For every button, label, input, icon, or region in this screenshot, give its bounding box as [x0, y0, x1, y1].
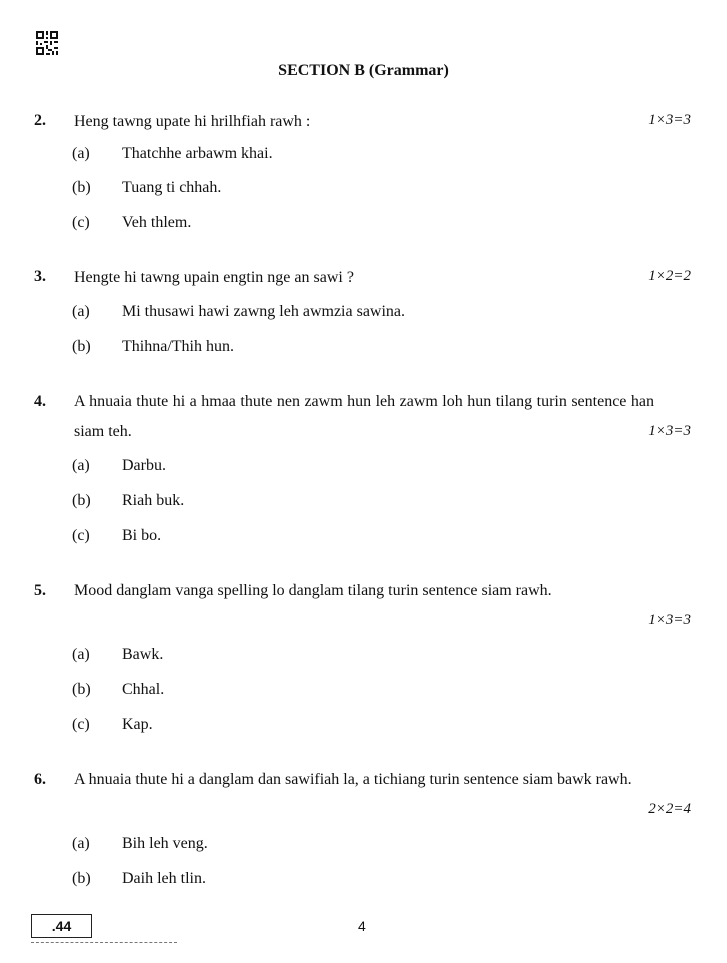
option-text: Riah buk.	[122, 492, 185, 509]
option-item	[0, 646, 727, 668]
option-text: Bawk.	[122, 646, 164, 663]
option-label: (a)	[72, 835, 90, 852]
option-item	[0, 835, 727, 857]
section-title: SECTION B (Grammar)	[278, 62, 449, 79]
question-marks: 1×3=3	[648, 112, 691, 128]
question-number: 2.	[34, 112, 46, 129]
option-item	[0, 338, 727, 360]
question-marks: 1×3=3	[648, 612, 691, 628]
option-label: (a)	[72, 457, 90, 474]
option-label: (b)	[72, 179, 91, 196]
question-text: A hnuaia thute hi a danglam dan sawifiah la, a tichiang turin sentence siam bawk rawh.	[74, 771, 632, 788]
question-number: 4.	[34, 393, 46, 410]
question-number: 5.	[34, 582, 46, 599]
option-label: (b)	[72, 870, 91, 887]
option-text: Bi bo.	[122, 527, 162, 544]
qr-code-icon	[36, 31, 58, 55]
option-label: (c)	[72, 716, 90, 733]
option-label: (b)	[72, 681, 91, 698]
option-text: Chhal.	[122, 681, 165, 698]
question-number: 6.	[34, 771, 46, 788]
question-marks: 2×2=4	[648, 801, 691, 817]
option-item	[0, 716, 727, 738]
option-item	[0, 214, 727, 236]
option-item	[0, 492, 727, 514]
option-item	[0, 527, 727, 549]
question-text: Heng tawng upate hi hrilhfiah rawh :	[74, 113, 311, 130]
question-text: Mood danglam vanga spelling lo danglam tilang turin sentence siam rawh.	[74, 582, 552, 599]
option-text: Daih leh tlin.	[122, 870, 206, 887]
paper-code-box: .44	[31, 914, 92, 938]
question-number: 3.	[34, 268, 46, 285]
option-item	[0, 303, 727, 325]
option-item	[0, 145, 727, 167]
option-label: (b)	[72, 492, 91, 509]
option-text: Bih leh veng.	[122, 835, 208, 852]
option-item	[0, 179, 727, 201]
question-marks: 1×3=3	[648, 423, 691, 439]
option-text: Tuang ti chhah.	[122, 179, 222, 196]
option-item	[0, 457, 727, 479]
option-text: Darbu.	[122, 457, 166, 474]
option-label: (c)	[72, 527, 90, 544]
option-label: (a)	[72, 303, 90, 320]
option-label: (a)	[72, 646, 90, 663]
option-item	[0, 681, 727, 703]
question-text: Hengte hi tawng upain engtin nge an sawi ?	[74, 269, 354, 286]
option-label: (a)	[72, 145, 90, 162]
option-text: Mi thusawi hawi zawng leh awmzia sawina.	[122, 303, 406, 320]
footer-divider	[31, 942, 177, 945]
option-text: Thihna/Thih hun.	[122, 338, 234, 355]
option-item	[0, 870, 727, 892]
question-marks: 1×2=2	[648, 268, 691, 284]
option-label: (b)	[72, 338, 91, 355]
option-text: Kap.	[122, 716, 153, 733]
option-text: Thatchhe arbawm khai.	[122, 145, 273, 162]
page-number: 4	[358, 918, 366, 934]
option-label: (c)	[72, 214, 90, 231]
question-text: A hnuaia thute hi a hmaa thute nen zawm hun leh zawm loh hun tilang turin sentence han siam teh.	[74, 393, 654, 440]
option-text: Veh thlem.	[122, 214, 192, 231]
